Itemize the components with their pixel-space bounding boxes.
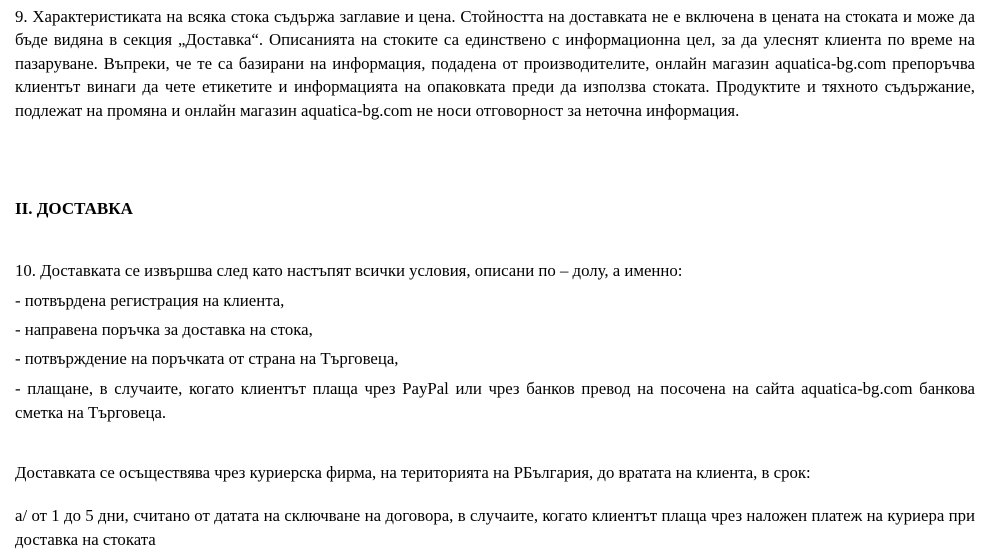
condition-item: - потвърдена регистрация на клиента,: [15, 291, 285, 310]
term-item-a: а/ от 1 до 5 дни, считано от датата на сключване на договора, в случаите, когато клиентът плаща чрез наложен платеж на куриера при доставка на стоката: [15, 506, 975, 549]
paragraph-9: 9. Характеристиката на всяка стока съдържа заглавие и цена. Стойността на доставката не е включена в цената на стоката и може да бъде видяна в секция „Доставка“. Описанията на стоките са единствено с информационна цел, за да улеснят клиента по време на пазаруване. Въпреки, че те са базирани на информация, подадена от производителите, онлайн магазин aquatica-bg.com препоръчва клиентът винаги да чете етикетите и информацията на опаковката преди да използва стоката. Продуктите и тяхното съдържание, подлежат на промяна и онлайн магазин aquatica-bg.com не носи отговорност за неточна информация.: [15, 7, 975, 120]
condition-item: - плащане, в случаите, когато клиентът плаща чрез PayPal или чрез банков превод на посочена на сайта aquatica-bg.com банкова сметка на Търговеца.: [15, 379, 975, 422]
section-heading-delivery: II. ДОСТАВКА: [15, 199, 133, 218]
paragraph-10-intro: 10. Доставката се извършва след като настъпят всички условия, описани по – долу, а именно:: [15, 261, 683, 280]
condition-item: - потвърждение на поръчката от страна на Търговеца,: [15, 349, 399, 368]
delivery-term-text: Доставката се осъществява чрез куриерска фирма, на територията на РБългария, до вратата на клиента, в срок:: [15, 463, 811, 482]
condition-item: - направена поръчка за доставка на стока,: [15, 320, 313, 339]
